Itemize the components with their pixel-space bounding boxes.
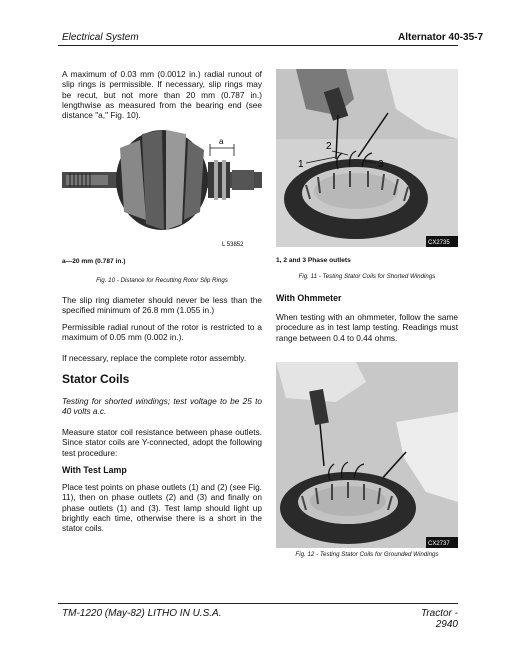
ohmmeter-heading: With Ohmmeter xyxy=(276,293,342,303)
figure-12-photo xyxy=(276,362,458,548)
figure-10-rotor xyxy=(62,120,262,250)
footer-manual: TM-1220 (May-82) LITHO IN U.S.A. xyxy=(62,608,222,619)
phase-label-3: 3 xyxy=(378,159,384,170)
test-lamp-heading: With Test Lamp xyxy=(62,465,127,475)
rotor-illustration xyxy=(62,120,262,250)
runout-paragraph: Permissible radial runout of the rotor is restricted to a maximum of 0.05 mm (0.002 in.). xyxy=(62,322,262,343)
stator-shorted-photo xyxy=(276,69,458,247)
intro-paragraph: A maximum of 0.03 mm (0.0012 in.) radial runout of slip rings is permissible. If necessary, slip rings may be recut, but not more than 20 mm (0.787 in.) lengthwise as measured from the bearing end (see distance "a," Fig. 10). xyxy=(62,69,262,121)
slip-ring-paragraph: The slip ring diameter should never be less than the specified minimum of 26.8 mm (1.055 in.) xyxy=(62,295,262,316)
header-section: Electrical System xyxy=(62,32,139,43)
figure-10-caption: Fig. 10 - Distance for Recutting Rotor Slip Rings xyxy=(96,277,228,284)
measure-paragraph: Measure stator coil resistance between phase outlets. Since stator coils are Y-connected, adopt the following test procedure: xyxy=(62,427,262,458)
figure-11-code: CX2735 xyxy=(428,240,450,246)
phase-label-1: 1 xyxy=(298,159,304,170)
figure-10-code: L 53852 xyxy=(222,242,244,248)
figure-11-legend: 1, 2 and 3 Phase outlets xyxy=(276,257,351,264)
testing-note: Testing for shorted windings; test voltage to be 25 to 40 volts a.c. xyxy=(62,396,262,417)
dimension-label-a: a xyxy=(219,137,224,146)
phase-label-2: 2 xyxy=(326,141,332,152)
footer-model: Tractor - 2940 xyxy=(420,608,458,630)
test-lamp-paragraph: Place test points on phase outlets (1) and (2) (see Fig. 11), then on phase outlets (2) and (3) and finally on phase outlets (1) and (3). Test lamp should light up brightly each time, otherwise there is a short in the stator coils. xyxy=(62,482,262,534)
figure-10-legend: a—20 mm (0.787 in.) xyxy=(62,258,126,265)
figure-11-photo xyxy=(276,69,458,247)
ohmmeter-paragraph: When testing with an ohmmeter, follow the same procedure as in test lamp testing. Readings must range between 0.4 to 0.44 ohms. xyxy=(276,312,458,343)
stator-coils-heading: Stator Coils xyxy=(62,372,130,386)
replace-paragraph: If necessary, replace the complete rotor assembly. xyxy=(62,353,247,363)
header-rule xyxy=(58,45,458,46)
footer-rule xyxy=(58,603,458,604)
figure-12-caption: Fig. 12 - Testing Stator Coils for Grounded Windings xyxy=(295,551,439,558)
stator-grounded-photo xyxy=(276,362,458,548)
figure-12-code: CX2737 xyxy=(428,541,450,547)
figure-11-caption: Fig. 11 - Testing Stator Coils for Shorted Windings xyxy=(298,273,436,280)
header-chapter: Alternator 40-35-7 xyxy=(398,32,484,43)
